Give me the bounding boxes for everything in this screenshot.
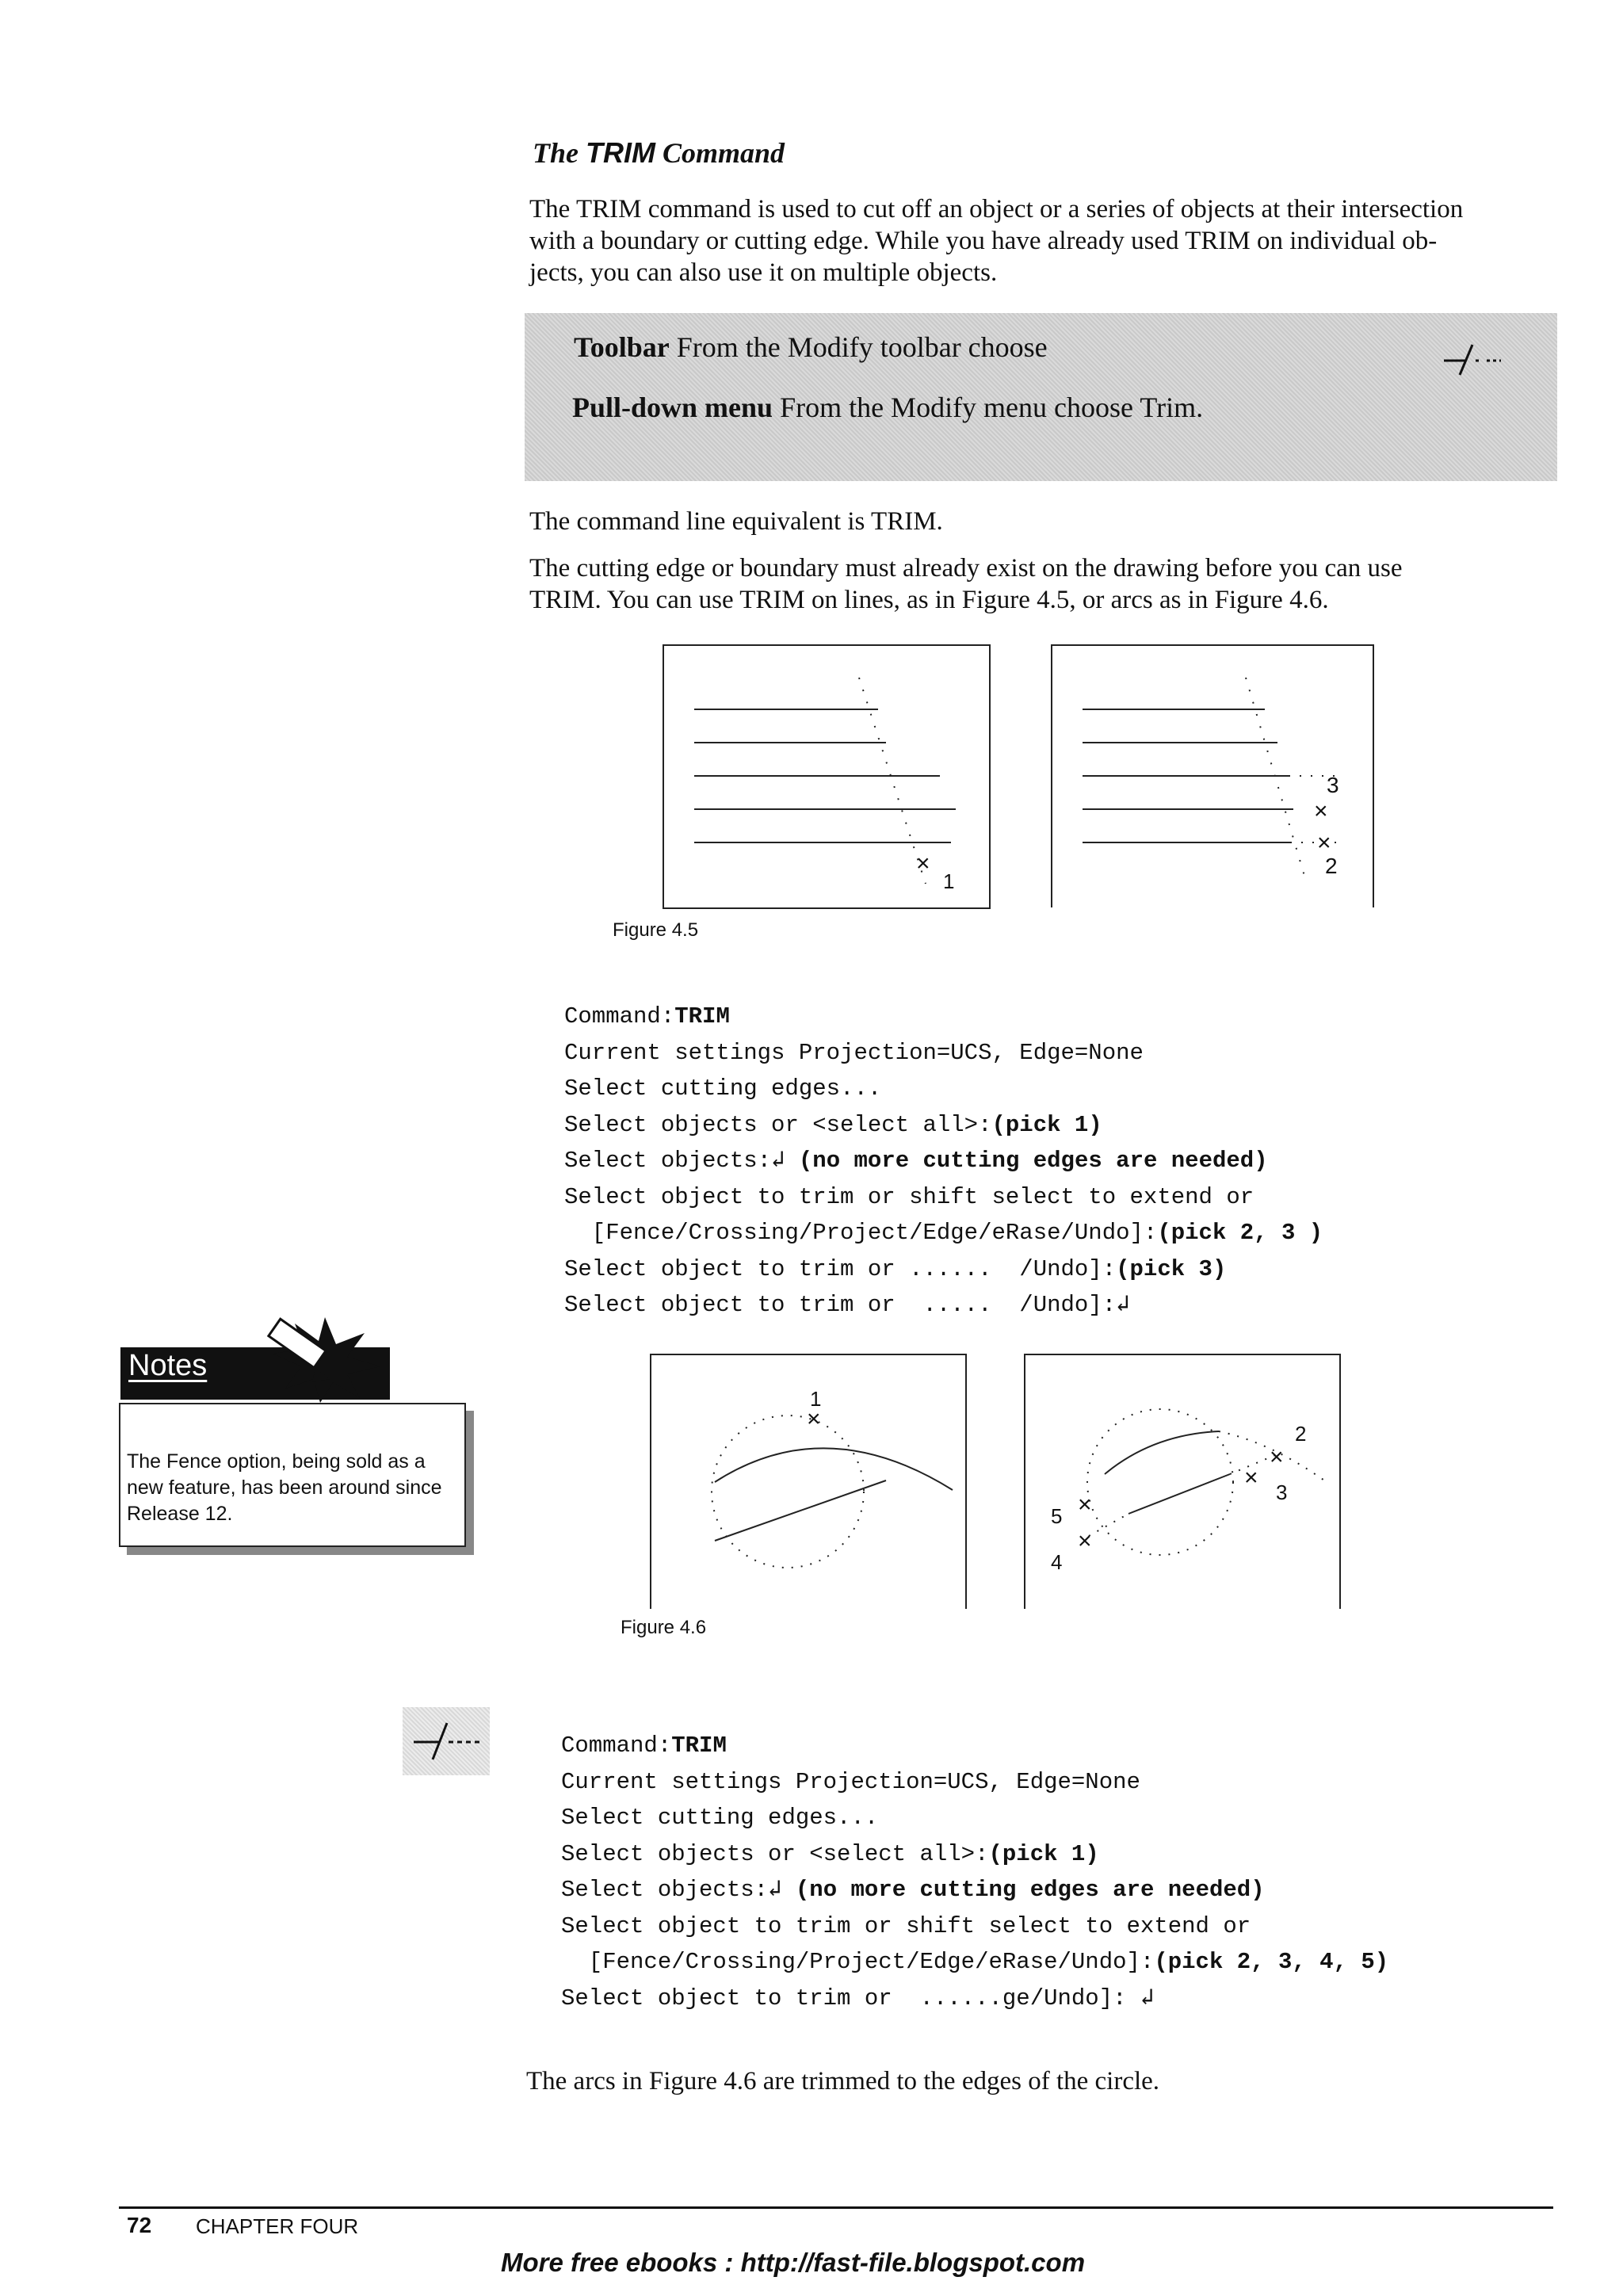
toolbar-instruction: Toolbar From the Modify toolbar choose [574, 331, 1048, 363]
trim-icon [1438, 335, 1509, 383]
code1-line-1: Command:TRIM [564, 1003, 730, 1030]
code1-line-7: [Fence/Crossing/Project/Edge/eRase/Undo]:(pick 2, 3 ) [564, 1220, 1323, 1246]
pick-label-3: 3 [1276, 1480, 1288, 1504]
margin-icon-box [403, 1707, 490, 1775]
figure-4-6-left [650, 1354, 967, 1609]
code2-line-1: Command:TRIM [561, 1733, 727, 1759]
pick-mark-3: × [1314, 798, 1328, 824]
pick-mark-4: × [1078, 1528, 1092, 1554]
intro-line-2: with a boundary or cutting edge. While you have already used TRIM on individual ob- [529, 227, 1438, 255]
notes-text: The Fence option, being sold as a new feature, has been around since Release 12. [127, 1450, 442, 1525]
code1-line-4: Select objects or <select all>:(pick 1) [564, 1111, 1102, 1138]
code1-line-6: Select object to trim or shift select to extend or [564, 1183, 1254, 1210]
pencil-burst-icon [254, 1309, 396, 1404]
pick-label-3: 3 [1327, 773, 1339, 797]
pick-label-2: 2 [1325, 854, 1338, 878]
notes-title: Notes [128, 1349, 208, 1382]
pick-mark-5: × [1078, 1492, 1092, 1518]
pick-label-2: 2 [1295, 1422, 1307, 1446]
figure-4-6-left-drawing [651, 1355, 965, 1609]
pick-mark-2: × [1270, 1444, 1284, 1470]
code2-line-7: [Fence/Crossing/Project/Edge/eRase/Undo]:(pick 2, 3, 4, 5) [561, 1949, 1389, 1975]
closing-text: The arcs in Figure 4.6 are trimmed to the edges of the circle. [526, 2067, 1160, 2095]
code1-line-9: Select object to trim or ..... /Undo]:↲ [564, 1292, 1130, 1318]
code1-line-2: Current settings Projection=UCS, Edge=None [564, 1039, 1144, 1066]
figure-4-5-left [663, 644, 991, 909]
code-block-2 [561, 1728, 1388, 2016]
page-number: 72 [127, 2213, 152, 2237]
figure-4-5-left-drawing [664, 646, 989, 907]
code-block-1 [564, 999, 1323, 1324]
code1-line-3: Select cutting edges... [564, 1075, 882, 1102]
figure-4-6-caption: Figure 4.6 [621, 1617, 707, 1638]
code2-line-5: Select objects:↲ (no more cutting edges are needed) [561, 1877, 1265, 1903]
edge-text-2: TRIM. You can use TRIM on lines, as in Figure 4.5, or arcs as in Figure 4.6. [529, 586, 1329, 614]
figure-4-5-right [1051, 644, 1374, 907]
cmdline-equivalent: The command line equivalent is TRIM. [529, 507, 943, 536]
footer-rule [119, 2206, 1553, 2209]
pick-label-5: 5 [1051, 1504, 1063, 1528]
pick-label-1: 1 [943, 869, 955, 893]
edge-text-1: The cutting edge or boundary must already exist on the drawing before you can use [529, 554, 1403, 583]
code2-line-2: Current settings Projection=UCS, Edge=None [561, 1768, 1140, 1795]
section-heading: The TRIM Command [533, 136, 785, 169]
pick-mark: × [916, 850, 930, 877]
pick-mark-2: × [1317, 830, 1331, 856]
figure-4-6-right [1024, 1354, 1341, 1609]
intro-line-3: jects, you can also use it on multiple objects. [529, 258, 998, 287]
menu-instruction: Pull-down menu From the Modify menu choose Trim. [572, 392, 1204, 423]
code1-line-5: Select objects:↲ (no more cutting edges are needed) [564, 1148, 1268, 1174]
trim-icon [403, 1707, 490, 1775]
code2-line-4: Select objects or <select all>:(pick 1) [561, 1840, 1099, 1867]
pick-mark-3: × [1244, 1465, 1258, 1491]
promo-text: More free ebooks : http://fast-file.blogspot.com [501, 2248, 1086, 2277]
pick-mark: × [807, 1406, 821, 1432]
access-box [525, 313, 1557, 481]
pick-label-1: 1 [810, 1387, 822, 1411]
pick-label-4: 4 [1051, 1550, 1063, 1574]
chapter-label: CHAPTER FOUR [196, 2214, 359, 2238]
intro-line-1: The TRIM command is used to cut off an object or a series of objects at their intersection [529, 195, 1464, 223]
code2-line-3: Select cutting edges... [561, 1805, 879, 1831]
figure-4-6-right-drawing [1025, 1355, 1339, 1609]
code2-line-8: Select object to trim or ......ge/Undo]: ↲ [561, 1985, 1155, 2011]
figure-4-5-caption: Figure 4.5 [613, 919, 699, 941]
code2-line-6: Select object to trim or shift select to extend or [561, 1912, 1251, 1939]
code1-line-8: Select object to trim or ...... /Undo]:(pick 3) [564, 1255, 1227, 1282]
